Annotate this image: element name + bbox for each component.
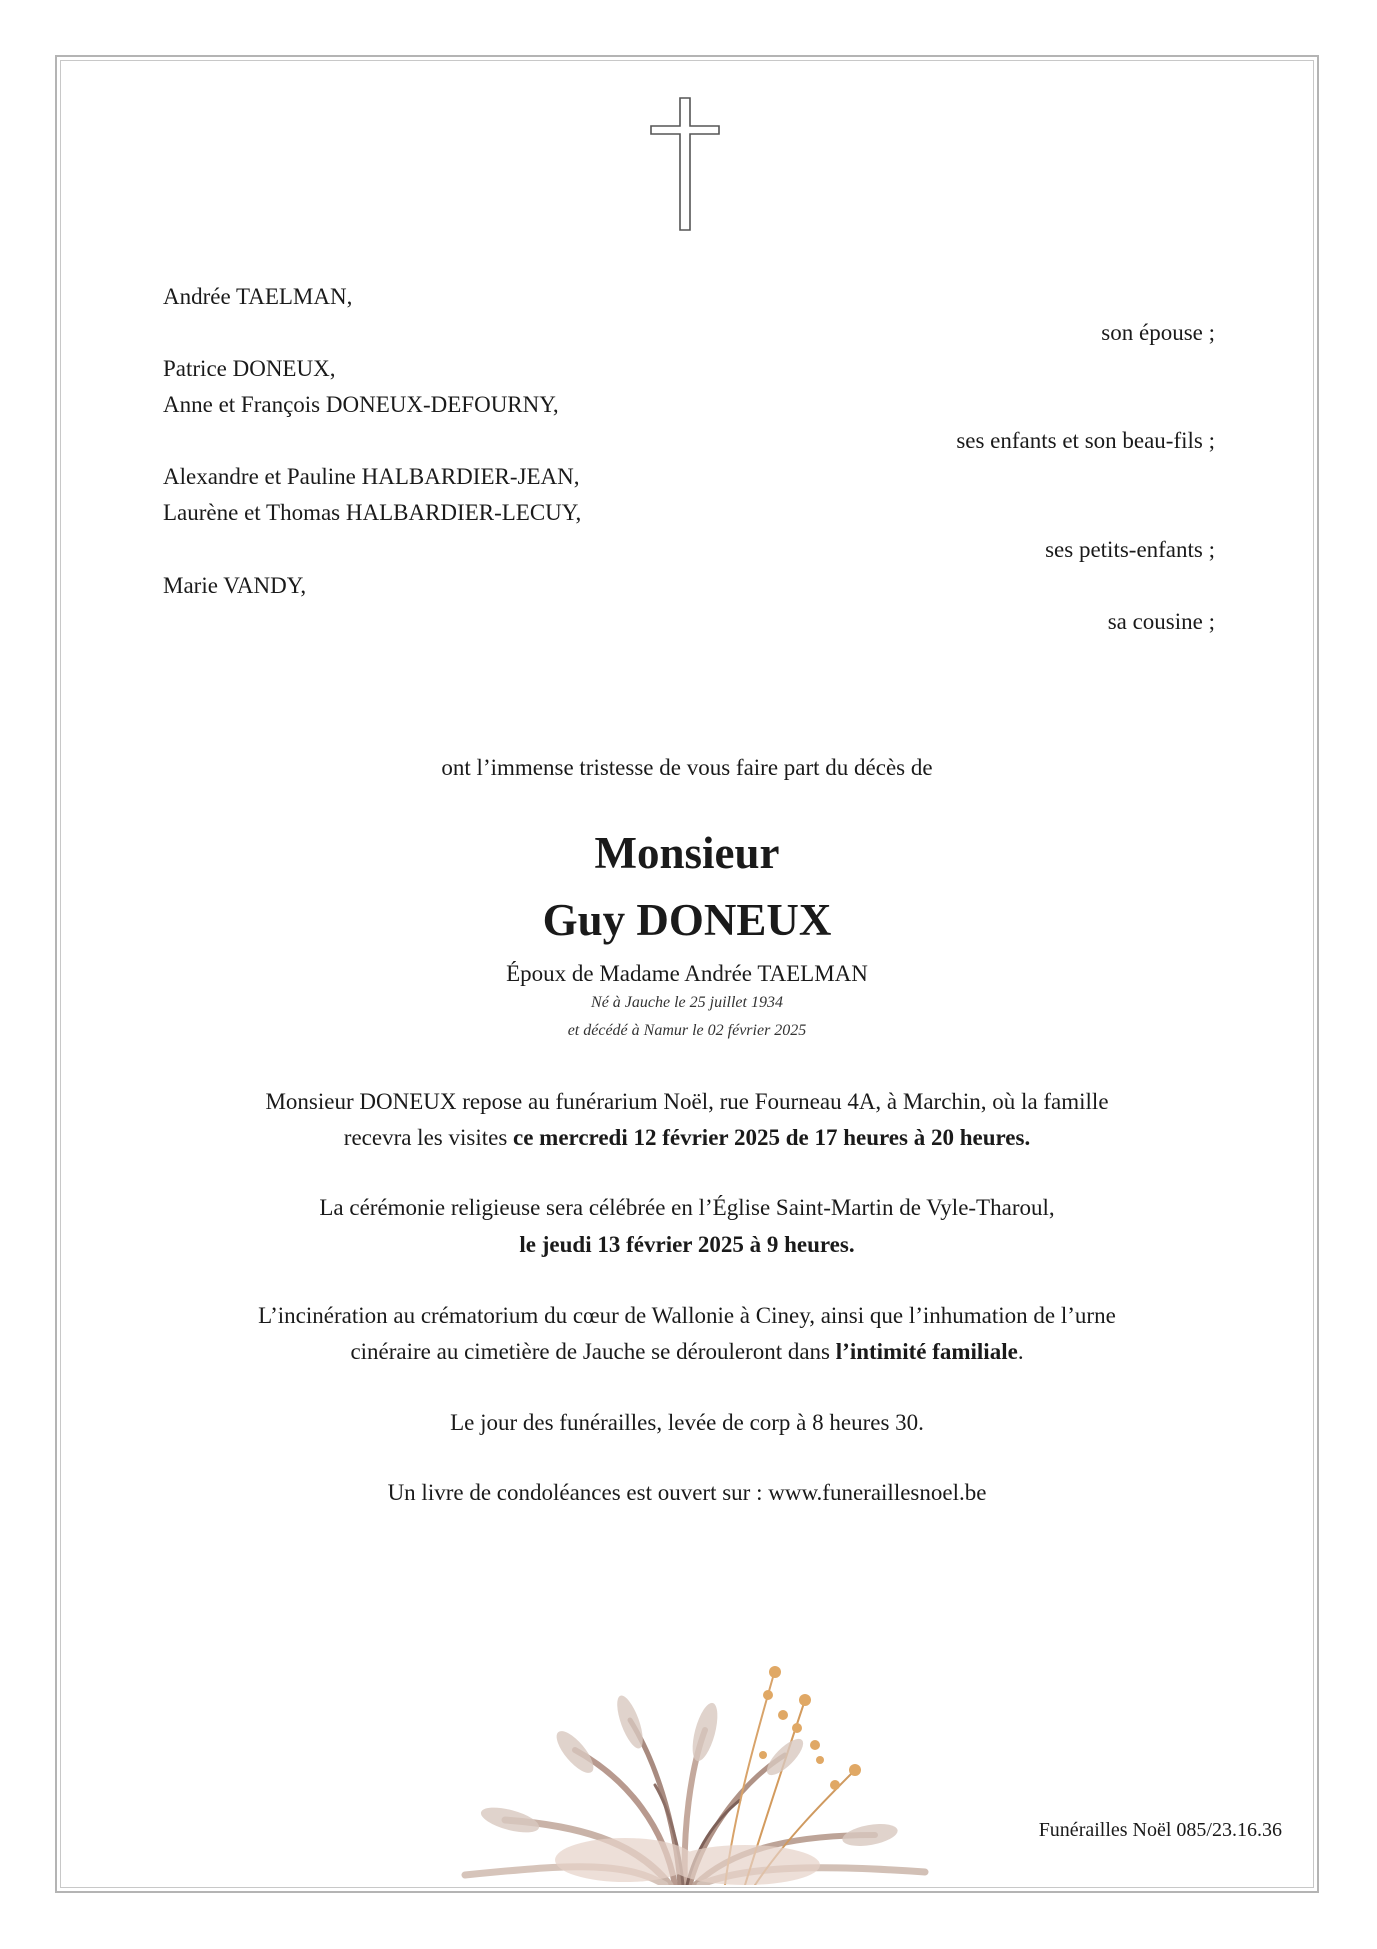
deceased-name: Guy DONEUX bbox=[542, 895, 832, 945]
family-name-line: Alexandre et Pauline HALBARDIER-JEAN, bbox=[163, 464, 580, 489]
birth-line: Né à Jauche le 25 juillet 1934 bbox=[591, 994, 783, 1011]
condolences-line: Un livre de condoléances est ouvert sur : www.funeraillesnoel.be bbox=[387, 1480, 987, 1505]
ceremony-line-2 bbox=[60, 1231, 1314, 1259]
family-relation: son épouse ; bbox=[1101, 320, 1215, 345]
family-name-line: Laurène et Thomas HALBARDIER-LECUY, bbox=[163, 500, 582, 525]
cremation-prefix: cinéraire au cimetière de Jauche se dérouleront dans bbox=[350, 1339, 836, 1364]
cremation-line-1: L’incinération au crématorium du cœur de Wallonie à Ciney, ainsi que l’inhumation de l’urne bbox=[258, 1303, 1116, 1328]
spouse-line: Époux de Madame Andrée TAELMAN bbox=[506, 961, 868, 986]
cremation-suffix: . bbox=[1017, 1339, 1024, 1364]
cremation-privacy: l’intimité familiale bbox=[835, 1339, 1018, 1364]
visitation-line-1: Monsieur DONEUX repose au funérarium Noël, rue Fourneau 4A, à Marchin, où la famille bbox=[265, 1089, 1109, 1114]
announcement-text: ont l’immense tristesse de vous faire part du décès de bbox=[441, 755, 933, 780]
floral-bouquet-icon bbox=[425, 1660, 945, 1885]
family-relation: ses petits-enfants ; bbox=[1045, 537, 1215, 562]
family-relation: ses enfants et son beau-fils ; bbox=[956, 428, 1215, 453]
ceremony-line-1: La cérémonie religieuse sera célébrée en l’Église Saint-Martin de Vyle-Tharoul, bbox=[319, 1195, 1055, 1220]
visitation-line-2 bbox=[60, 1124, 1314, 1152]
family-name-line: Patrice DONEUX, bbox=[163, 356, 336, 381]
deceased-title: Monsieur bbox=[594, 828, 780, 878]
family-name-line: Marie VANDY, bbox=[163, 573, 307, 598]
family-relation: sa cousine ; bbox=[1107, 609, 1215, 634]
visitation-prefix: recevra les visites bbox=[343, 1125, 514, 1150]
cross-icon bbox=[648, 96, 722, 232]
ceremony-datetime: le jeudi 13 février 2025 à 9 heures. bbox=[519, 1232, 855, 1257]
departure-line: Le jour des funérailles, levée de corp à 8 heures 30. bbox=[450, 1410, 924, 1435]
cremation-line-2 bbox=[60, 1338, 1314, 1366]
death-line: et décédé à Namur le 02 février 2025 bbox=[567, 1022, 807, 1039]
visitation-datetime: ce mercredi 12 février 2025 de 17 heures à 20 heures. bbox=[513, 1125, 1031, 1150]
family-name-line: Andrée TAELMAN, bbox=[163, 284, 353, 309]
family-name-line: Anne et François DONEUX-DEFOURNY, bbox=[163, 392, 559, 417]
footer-contact: Funérailles Noël 085/23.16.36 bbox=[1038, 1819, 1282, 1841]
